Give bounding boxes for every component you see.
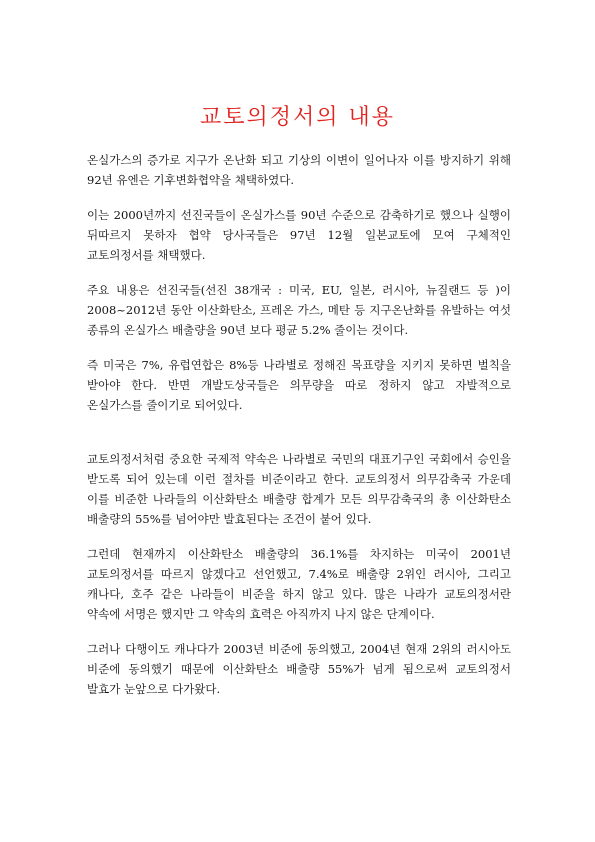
paragraph-1: 온실가스의 증가로 지구가 온난화 되고 기상의 이변이 일어나자 이를 방지하기 위해 92년 유엔은 기후변화협약을 채택하였다. [87,153,511,187]
document-title: 교토의정서의 내용 [199,105,395,130]
paragraph-3: 주요 내용은 선진국들(선진 38개국 : 미국, EU, 일본, 러시아, 뉴질랜드 등 )이 2008~2012년 동안 이산화탄소, 프레온 가스, 메탄 등 지구온난화를 유발하는 여섯 종류의 온실가스 배출량을 90년 보다 평균 5.2% 줄이는 것이다. [87,283,511,337]
document-body [87,150,511,714]
paragraph-2: 이는 2000년까지 선진국들이 온실가스를 90년 수준으로 감축하기로 했으나 실행이 뒤따르지 못하자 협약 당사국들은 97년 12월 일본교토에 모여 구체적인 교토의정서를 채택했다. [87,208,511,262]
paragraph-5: 교토의정서처럼 중요한 국제적 약속은 나라별로 국민의 대표기구인 국회에서 승인을 받도록 되어 있는데 이런 절차를 비준이라고 한다. 교토의정서 의무감축국 가운데 이를 비준한 나라들의 이산화탄소 배출량 합계가 모든 의무감축국의 총 이산화탄소 배출량의 55%를 넘어야만 발효된다는 조건이 붙어 있다. [87,452,511,526]
paragraph-4: 즉 미국은 7%, 유럽연합은 8%등 나라별로 정해진 목표량을 지키지 못하면 벌칙을 받아야 한다. 반면 개발도상국들은 의무량을 따로 정하지 않고 자발적으로 온실가스를 줄이기로 되어있다. [87,358,511,412]
paragraph-6: 그런데 현재까지 이산화탄소 배출량의 36.1%를 차지하는 미국이 2001년 교토의정서를 따르지 않겠다고 선언했고, 7.4%로 배출량 2위인 러시아, 그리고 캐나다, 호주 같은 나라들이 비준을 하지 않고 있다. 많은 나라가 교토의정서란 약속에 서명은 했지만 그 약속의 효력은 아직까지 나지 않은 단계이다. [87,547,511,621]
paragraph-7: 그러나 다행이도 캐나다가 2003년 비준에 동의했고, 2004년 현재 2위의 러시아도 비준에 동의했기 때문에 이산화탄소 배출량 55%가 넘게 됨으로써 교토의정서 발효가 눈앞으로 다가왔다. [87,642,511,696]
